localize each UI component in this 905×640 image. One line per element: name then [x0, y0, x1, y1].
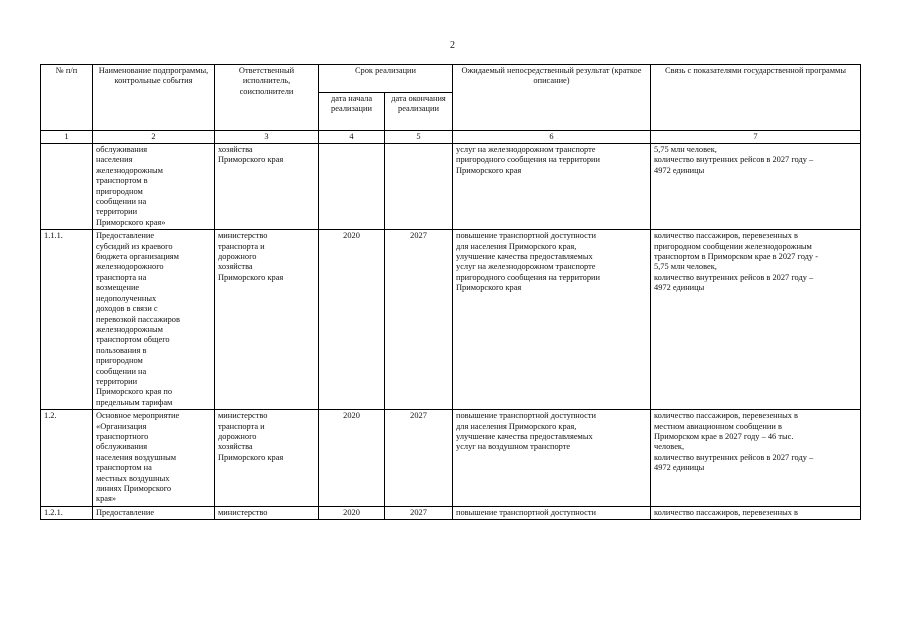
- program-events-table: [40, 64, 861, 520]
- page-number: 2: [450, 40, 455, 51]
- start-date: 2020: [319, 506, 385, 519]
- table-row: [41, 506, 861, 519]
- column-number: 3: [215, 131, 319, 144]
- column-number: 2: [93, 131, 215, 144]
- indicator-link: количество пассажиров, перевезенных в пригородном сообщении железнодорожным транспортом в Приморском крае в 2027 году - 5,75 млн человек, количество внутренних рейсов в 2027 году – 4972 единицы: [651, 230, 861, 410]
- executor: хозяйства Приморского края: [215, 144, 319, 230]
- event-name: Предоставление: [93, 506, 215, 519]
- executor: министерство транспорта и дорожного хозяйства Приморского края: [215, 230, 319, 410]
- expected-result: повышение транспортной доступности для населения Приморского края, улучшение качества предоставляемых услуг на воздушном транспорте: [453, 410, 651, 507]
- start-date: 2020: [319, 410, 385, 507]
- table-row: [41, 230, 861, 410]
- column-number: 5: [385, 131, 453, 144]
- table-row: [41, 410, 861, 507]
- row-number: 1.2.1.: [41, 506, 93, 519]
- table-row: [41, 144, 861, 230]
- indicator-link: количество пассажиров, перевезенных в: [651, 506, 861, 519]
- row-number: [41, 144, 93, 230]
- indicator-link: количество пассажиров, перевезенных в местном авиационном сообщении в Приморском крае в 2027 году – 46 тыс. человек, количество внутренних рейсов в 2027 году – 4972 единицы: [651, 410, 861, 507]
- expected-result: услуг на железнодорожном транспорте пригородного сообщения на территории Приморского края: [453, 144, 651, 230]
- start-date: [319, 144, 385, 230]
- header-period: Срок реализации: [319, 65, 453, 93]
- expected-result: повышение транспортной доступности для населения Приморского края, улучшение качества предоставляемых услуг на железнодорожном транспорте пригородного сообщения на территории Приморского края: [453, 230, 651, 410]
- header-start-date: дата начала реализации: [319, 93, 385, 131]
- event-name: обслуживания населения железнодорожным транспортом в пригородном сообщении на территории Приморского края»: [93, 144, 215, 230]
- row-number: 1.1.1.: [41, 230, 93, 410]
- header-result: Ожидаемый непосредственный результат (краткое описание): [453, 65, 651, 131]
- header-link: Связь с показателями государственной программы: [651, 65, 861, 131]
- header-end-date: дата окончания реализации: [385, 93, 453, 131]
- column-number: 1: [41, 131, 93, 144]
- end-date: 2027: [385, 410, 453, 507]
- header-name: Наименование подпрограммы, контрольные события: [93, 65, 215, 131]
- executor: министерство: [215, 506, 319, 519]
- column-number: 4: [319, 131, 385, 144]
- row-number: 1.2.: [41, 410, 93, 507]
- column-number: 6: [453, 131, 651, 144]
- event-name: Предоставление субсидий из краевого бюджета организациям железнодорожного транспорта на возмещение недополученных доходов в связи с перевозкой пассажиров железнодорожным транспортом общего пользования в пригородном сообщении на территории Приморского края по предельным тарифам: [93, 230, 215, 410]
- end-date: 2027: [385, 230, 453, 410]
- event-name: Основное мероприятие «Организация транспортного обслуживания населения воздушным транспортом на местных воздушных линиях Приморского края»: [93, 410, 215, 507]
- end-date: [385, 144, 453, 230]
- indicator-link: 5,75 млн человек, количество внутренних рейсов в 2027 году – 4972 единицы: [651, 144, 861, 230]
- expected-result: повышение транспортной доступности: [453, 506, 651, 519]
- column-number: 7: [651, 131, 861, 144]
- executor: министерство транспорта и дорожного хозяйства Приморского края: [215, 410, 319, 507]
- end-date: 2027: [385, 506, 453, 519]
- header-executor: Ответственный исполнитель, соисполнители: [215, 65, 319, 131]
- start-date: 2020: [319, 230, 385, 410]
- header-num: № п/п: [41, 65, 93, 131]
